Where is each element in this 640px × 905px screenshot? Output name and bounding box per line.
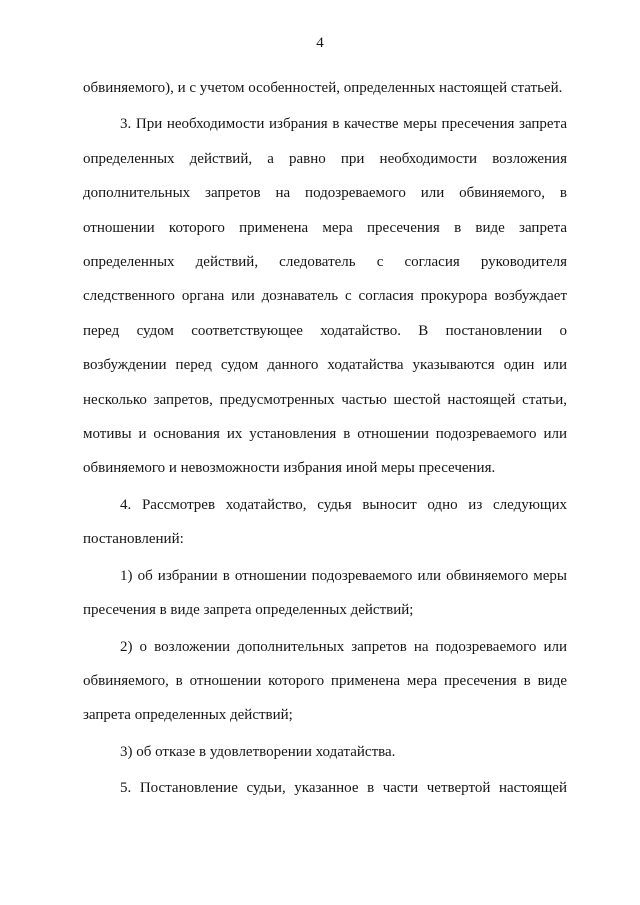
list-item-2: 2) о возложении дополнительных запретов на подозреваемого или обвиняемого, в отношении которого применена мера пресечения в виде запрета определенных действий; <box>83 638 567 724</box>
list-item-3: 3) об отказе в удовлетворении ходатайства. <box>120 743 396 760</box>
paragraph-part-3: 3. При необходимости избрания в качестве меры пресечения запрета определенных действий, а равно при необходимости возложения дополнительных запретов на подозреваемого или обвиняемого, в отношении которого применена мера пресечения в виде запрета определенных действий, следователь с согласия руководителя следственного органа или дознаватель с согласия прокурора возбуждает перед судом соответствующее ходатайство. В постановлении о возбуждении перед судом данного ходатайства указываются один или несколько запретов, предусмотренных частью шестой настоящей статьи, мотивы и основания их установления в отношении подозреваемого или обвиняемого и невозможности избрания иной меры пресечения. <box>83 116 567 477</box>
list-item-1: 1) об избрании в отношении подозреваемого или обвиняемого меры пресечения в виде запрета определенных действий; <box>83 567 567 619</box>
paragraph-part-4: 4. Рассмотрев ходатайство, судья выносит одно из следующих постановлений: <box>83 496 567 548</box>
paragraph-continuation: обвиняемого), и с учетом особенностей, определенных настоящей статьей. <box>83 80 563 96</box>
paragraph-part-5: 5. Постановление судьи, указанное в части четвертой настоящей <box>120 780 567 797</box>
page-number: 4 <box>316 35 324 51</box>
document-body <box>83 71 567 808</box>
